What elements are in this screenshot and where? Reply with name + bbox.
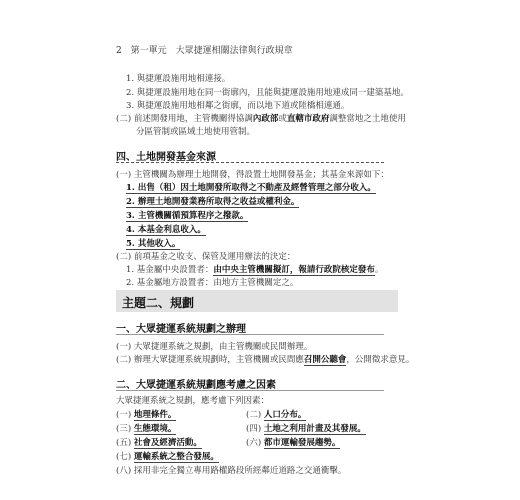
factor-1 [116,408,176,420]
section-1-divider [116,334,384,335]
factor-4-num: (四) [246,424,262,434]
fund-source-5-text: 5. 其他收入。 [126,239,181,249]
fund-central-prefix: 1. 基金屬中央設置者： [126,265,214,275]
fund-local: 2. 基金屬地方設置者：由地方主管機關定之。 [126,278,299,288]
factor-1-num: (一) [116,410,132,420]
intro-p2-bold2: 直轄市政府 [286,114,330,124]
factor-5 [116,436,202,448]
intro-paragraph-2-cont: 分區管制或區域土地使用管制。 [136,127,256,137]
intro-paragraph-2 [116,112,406,124]
fund-central-bold: 由中央主管機關擬訂，報請行政院核定發布 [213,265,375,275]
factor-5-num: (五) [116,438,132,448]
public-hearing-text: 召開公聽會 [303,355,347,365]
fund-source-5 [126,237,180,249]
factor-2-num: (二) [246,410,262,420]
factor-3 [116,422,176,434]
factor-3-num: (三) [116,424,132,434]
fund-source-4 [126,223,206,235]
fund-source-4-text: 4. 本基金利息收入。 [126,225,206,235]
section-1-line-2-suffix: ，公開徵求意見。 [346,355,415,365]
running-title: 第一單元 大眾捷運相關法律與行政規章 [130,46,293,56]
intro-p2-suffix: 調整當地之土地使用 [329,114,406,124]
fund-central-suffix: 。 [374,265,384,275]
factor-7-num: (七) [116,452,132,462]
factor-7-text: 運輸系統之整合發展。 [133,452,219,462]
page-header [116,43,293,56]
section-1-title: 一、大眾捷運系統規劃之辦理 [116,324,246,335]
factor-2-text: 人口分布。 [263,410,307,420]
intro-item-2: 2. 與捷運設施用地在同一街廓內，且能與捷運設施用地連成同一建築基地。 [126,88,409,98]
factor-7 [116,450,219,462]
intro-p2-mid: 或 [278,114,287,124]
topic-banner [116,290,398,312]
factor-3-text: 生態環境。 [133,424,177,434]
factor-5-text: 社會及經濟活動。 [133,438,202,448]
fund-source-3-text: 3. 主管機關循預算程序之撥款。 [126,211,249,221]
page-number: 2 [116,46,122,56]
section-4-title: 四、土地開發基金來源 [116,152,216,163]
section-1-line-2 [116,353,414,365]
factor-2 [246,408,306,420]
section-1-line-2-prefix: (二) 辦理大眾捷運系統規劃時，主管機關或民間應 [116,355,304,365]
fund-source-2-text: 2. 辦理土地開發業務所取得之收益或權利金。 [126,197,300,207]
section-2-title: 二、大眾捷運系統規劃應考慮之因素 [116,380,276,391]
intro-p2-bold1: 內政部 [252,114,279,124]
section-2-lead: 大眾捷運系統之規劃，應考慮下列因素： [116,396,270,406]
fund-source-1 [126,181,376,193]
intro-item-3: 3. 與捷運設施用地相鄰之街廓，而以地下道或陸橋相連通。 [126,101,350,111]
topic-title: 主題二、規劃 [122,296,195,310]
factor-6-num: (六) [246,438,262,448]
factor-8: (八) 採用非完全獨立專用路權路段所經鄰近道路之交通衝擊。 [116,466,347,476]
factor-4 [246,422,366,434]
factor-6 [246,436,340,448]
section-2-divider [116,390,384,391]
factor-6-text: 都市運輸發展趨勢。 [263,438,341,448]
section-1-line-1: (一) 大眾捷運系統之規劃，由主管機關或民間辦理。 [116,342,313,352]
fund-source-2 [126,195,299,207]
factor-1-text: 地理條件。 [133,410,177,420]
intro-item-1: 1. 與捷運設施用地相連接。 [126,74,231,84]
fund-source-3 [126,209,248,221]
section-4-divider [116,162,384,163]
section-4-lead: (一) 主管機關為辦理土地開發，得設置土地開發基金；其基金來源如下： [116,170,389,180]
factor-4-text: 土地之利用計畫及其發展。 [263,424,366,434]
section-4-item-2: (二) 前項基金之收支、保管及運用辦法的決定： [116,252,296,262]
fund-central [126,263,383,275]
intro-p2-prefix: (二) 前述開發用地，主管機關得協調 [116,114,253,124]
fund-source-1-text: 1. 出售（租）因土地開發所取得之不動產及經營管理之部分收入。 [126,183,376,193]
